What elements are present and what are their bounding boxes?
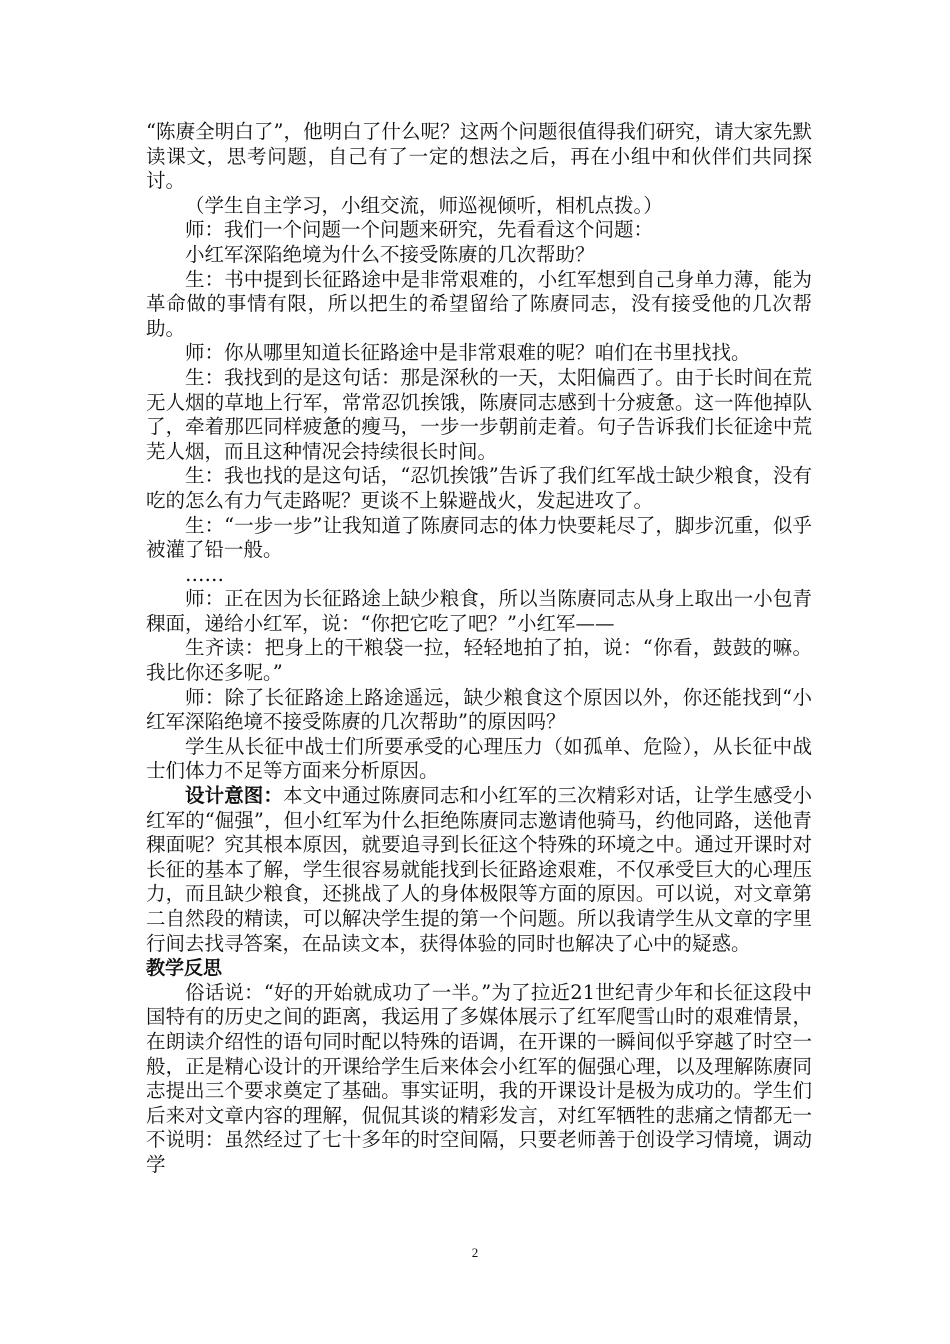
- paragraph: 生：我找到的是这句话：那是深秋的一天，太阳偏西了。由于长时间在荒无人烟的草地上行军，常常忍饥挨饿，陈赓同志感到十分疲惫。这一阵他掉队了，牵着那匹同样疲惫的瘦马，一步一步朝前走着。句子告诉我们长征途中荒芜人烟，而且这种情况会持续很长时间。: [146, 365, 812, 463]
- design-intent-label: 设计意图：: [185, 784, 283, 808]
- ellipsis-line: ……: [185, 562, 224, 586]
- reflection-paragraph: 俗话说：“好的开始就成功了一半。”为了拉近21世纪青少年和长征这段中国特有的历史之间的距离，我运用了多媒体展示了红军爬雪山时的艰难情景，在朗读介绍性的语句同时配以特殊的语调，在开课的一瞬间似乎穿越了时空一般，正是精心设计的开课给学生后来体会小红军的倔强心理，以及理解陈赓同志提出三个要求奠定了基础。事实证明，我的开课设计是极为成功的。学生们后来对文章内容的理解，侃侃其谈的精彩发言，对红军牺牲的悲痛之情都无一不说明：虽然经过了七十多年的时空间隔，只要老师善于创设学习情境，调动学: [146, 980, 812, 1176]
- paragraph: 小红军深陷绝境为什么不接受陈赓的几次帮助？: [185, 242, 595, 266]
- paragraph: 师：正在因为长征路途上缺少粮食，所以当陈赓同志从身上取出一小包青稞面，递给小红军，说：“你把它吃了吧？”小红军——: [146, 587, 812, 635]
- paragraph: （学生自主学习，小组交流，师巡视倾听，相机点拨。）: [185, 193, 663, 217]
- page-number: 2: [471, 1245, 479, 1260]
- paragraph: 师：除了长征路途上路途遥远，缺少粮食这个原因以外，你还能找到“小红军深陷绝境不接受陈赓的几次帮助”的原因吗？: [146, 685, 812, 734]
- paragraph: 生：书中提到长征路途中是非常艰难的，小红军想到自己身单力薄，能为革命做的事情有限，所以把生的希望留给了陈赓同志，没有接受他的几次帮助。: [146, 267, 812, 340]
- paragraph: 生：我也找的是这句话，“忍饥挨饿”告诉了我们红军战士缺少粮食，没有吃的怎么有力气走路呢？更谈不上躲避战火，发起进攻了。: [146, 464, 812, 512]
- paragraph: 生：“一步一步”让我知道了陈赓同志的体力快要耗尽了，脚步沉重，似乎被灌了铅一般。: [146, 513, 812, 562]
- section-heading: 教学反思: [146, 957, 223, 980]
- paragraph: “陈赓全明白了”，他明白了什么呢？这两个问题很值得我们研究，请大家先默读课文，思考问题，自己有了一定的想法之后，再在小组中和伙伴们共同探讨。: [146, 120, 812, 193]
- document-body: [146, 120, 812, 1178]
- paragraph: 学生从长征中战士们所要承受的心理压力（如孤单、危险），从长征中战士们体力不足等方面来分析原因。: [146, 734, 812, 783]
- paragraph: 生齐读：把身上的干粮袋一拉，轻轻地拍了拍，说：“你看，鼓鼓的嘛。我比你还多呢。”: [146, 636, 812, 685]
- design-intent-text: 本文中通过陈赓同志和小红军的三次精彩对话，让学生感受小红军的“倔强”，但小红军为什么拒绝陈赓同志邀请他骑马，约他同路，送他青稞面呢？究其根本原因，就要追寻到长征这个特殊的环境之中。通过开课时对长征的基本了解，学生很容易就能找到长征路途艰难，不仅承受巨大的心理压力，而且缺少粮食，还挑战了人的身体极限等方面的原因。可以说，对文章第二自然段的精读，可以解决学生提的第一个问题。所以我请学生从文章的字里行间去找寻答案，在品读文本，获得体验的同时也解决了心中的疑惑。: [146, 784, 812, 955]
- paragraph: 师：我们一个问题一个问题来研究，先看看这个问题：: [185, 218, 654, 242]
- design-intent-paragraph: [146, 784, 812, 956]
- paragraph: 师：你从哪里知道长征路途中是非常艰难的呢？咱们在书里找找。: [185, 341, 751, 365]
